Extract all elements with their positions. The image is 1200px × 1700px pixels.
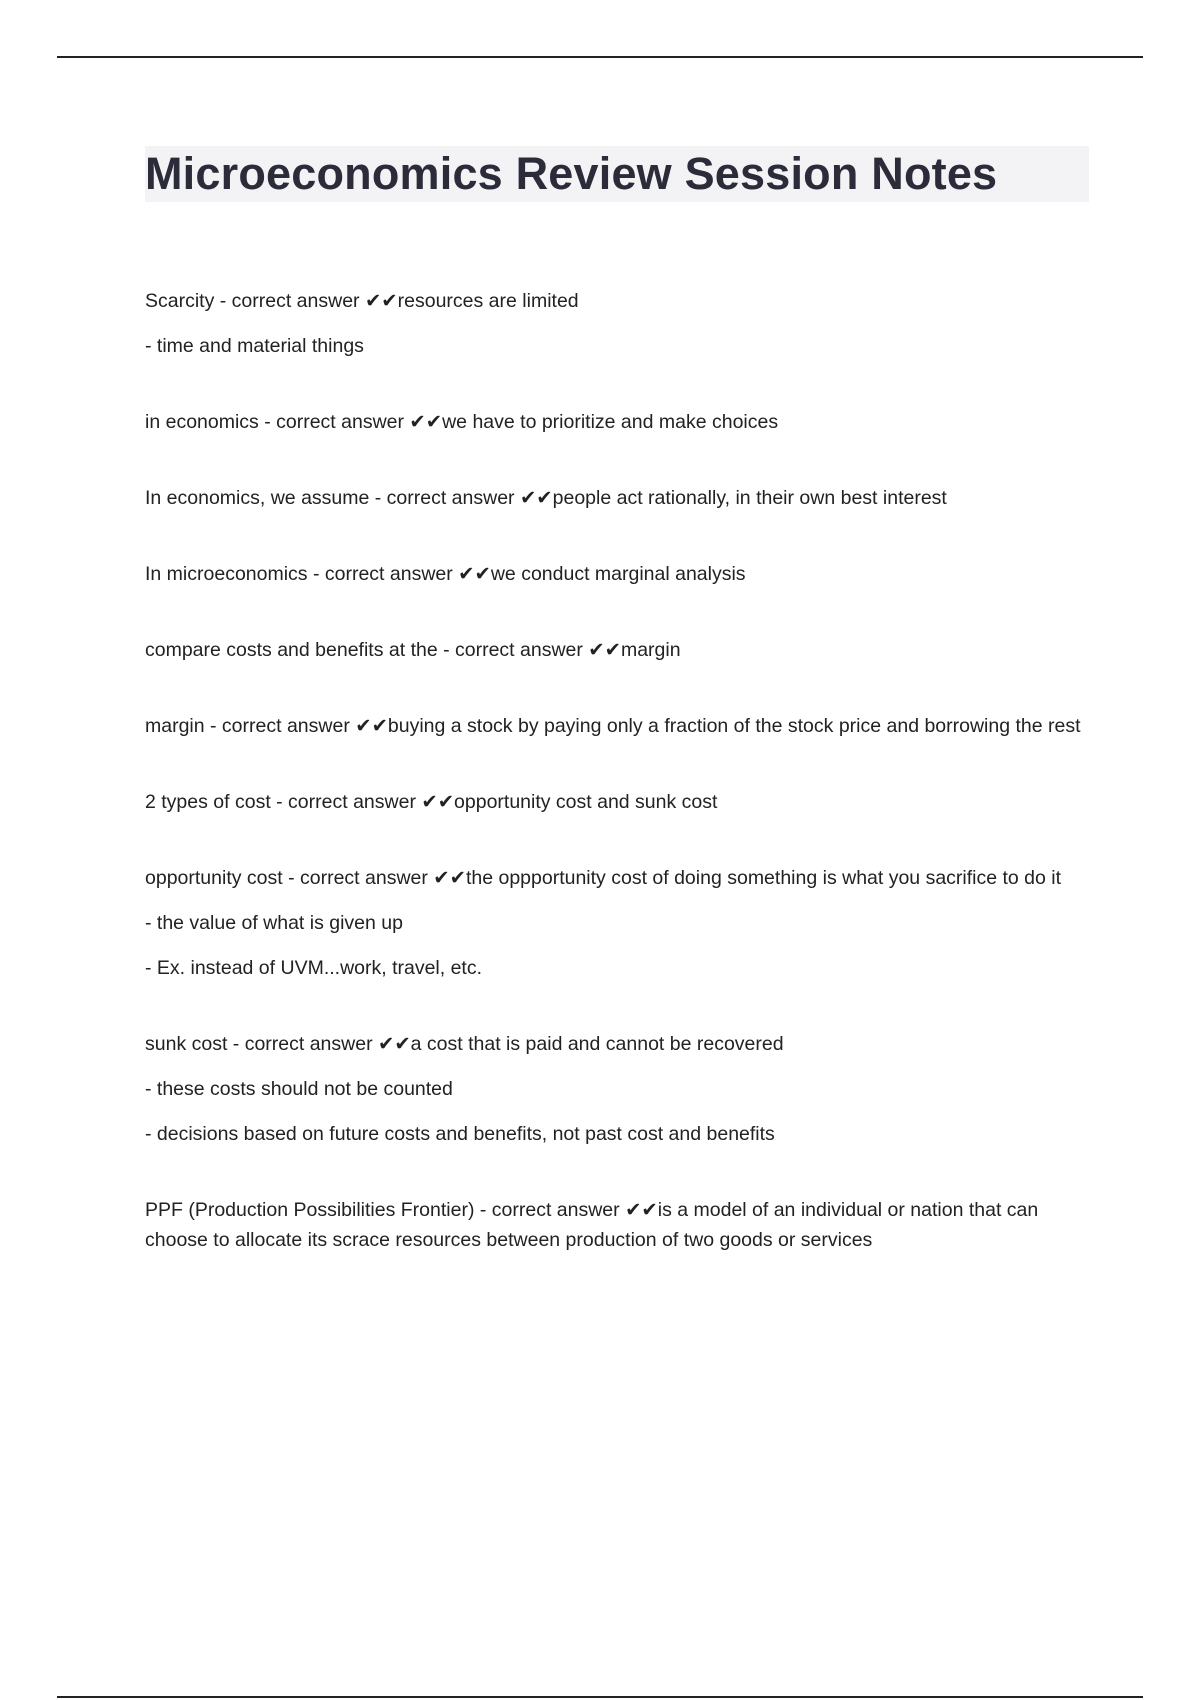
note-line: margin - correct answer ✔✔buying a stock by paying only a fraction of the stock price and borrowing the rest: [145, 715, 1081, 737]
note-line: - Ex. instead of UVM...work, travel, etc.: [145, 957, 483, 979]
note-line: PPF (Production Possibilities Frontier) - correct answer ✔✔is a model of an individual or nation that can choose to allocate its scrace resources between production of two goods or services: [145, 1199, 1039, 1251]
note-line: - these costs should not be counted: [145, 1078, 453, 1100]
note-entry: [145, 483, 1095, 513]
note-entry: [145, 711, 1095, 741]
note-line: - time and material things: [145, 335, 364, 357]
note-entry: [145, 286, 1095, 361]
notes-content: [145, 286, 1095, 1301]
note-line: In microeconomics - correct answer ✔✔we conduct marginal analysis: [145, 563, 746, 585]
note-line: - the value of what is given up: [145, 912, 403, 934]
note-line: sunk cost - correct answer ✔✔a cost that is paid and cannot be recovered: [145, 1033, 784, 1055]
note-entry: [145, 635, 1095, 665]
note-line: compare costs and benefits at the - correct answer ✔✔margin: [145, 639, 681, 661]
note-line: Scarcity - correct answer ✔✔resources are limited: [145, 290, 579, 312]
note-line: 2 types of cost - correct answer ✔✔opportunity cost and sunk cost: [145, 791, 718, 813]
note-line: - decisions based on future costs and benefits, not past cost and benefits: [145, 1123, 775, 1145]
note-line: In economics, we assume - correct answer ✔✔people act rationally, in their own best interest: [145, 487, 947, 509]
header-rule: [57, 56, 1143, 58]
note-entry: [145, 407, 1095, 437]
note-entry: [145, 787, 1095, 817]
note-entry: [145, 863, 1095, 983]
footer-rule: [57, 1696, 1143, 1698]
page-title: Microeconomics Review Session Notes: [145, 148, 998, 199]
note-entry: [145, 1029, 1095, 1149]
note-entry: [145, 559, 1095, 589]
note-line: in economics - correct answer ✔✔we have to prioritize and make choices: [145, 411, 779, 433]
note-entry: [145, 1195, 1095, 1255]
note-line: opportunity cost - correct answer ✔✔the oppportunity cost of doing something is what you sacrifice to do it: [145, 867, 1062, 889]
